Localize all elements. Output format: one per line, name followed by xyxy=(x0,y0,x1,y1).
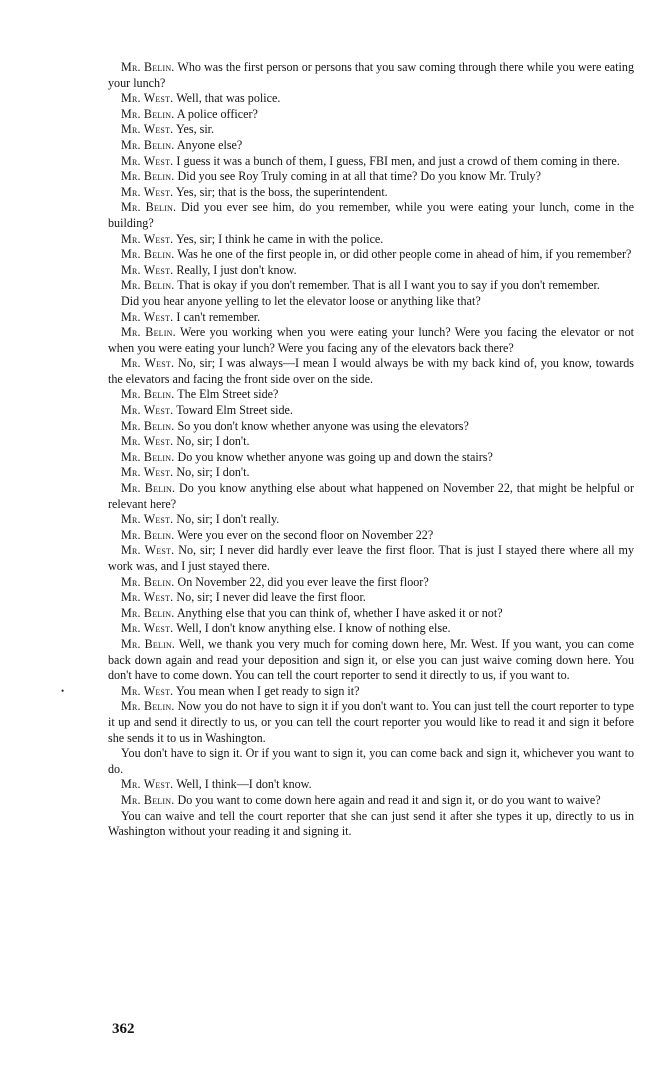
transcript-paragraph xyxy=(108,699,634,746)
paragraph-text: Yes, sir; I think he came in with the police. xyxy=(175,231,384,246)
paragraph-text: So you don't know whether anyone was using the elevators? xyxy=(177,418,469,433)
transcript-paragraph xyxy=(108,809,634,840)
paragraph-text: A police officer? xyxy=(176,106,258,121)
transcript-paragraph xyxy=(108,606,634,622)
paragraph-text: You don't have to sign it. Or if you want to sign it, you can come back and sign it, whichever you want to do. xyxy=(108,746,634,776)
paragraph-text: Do you know anything else about what happened on November 22, that might be helpful or relevant here? xyxy=(108,481,634,511)
transcript-paragraph xyxy=(108,621,634,637)
paragraph-text: I guess it was a bunch of them, I guess, FBI men, and just a crowd of them coming in there. xyxy=(176,153,620,168)
transcript-paragraph xyxy=(108,512,634,528)
paragraph-text: You can waive and tell the court reporter that she can just send it after she types it up, directly to us in Washington without your reading it and signing it. xyxy=(108,808,634,839)
paragraph-text: Do you know whether anyone was going up and down the stairs? xyxy=(177,449,493,464)
margin-dot: • xyxy=(61,686,65,696)
speaker-name: Mr. West. xyxy=(121,543,175,558)
speaker-name: Mr. Belin. xyxy=(121,699,175,714)
transcript-paragraph xyxy=(108,263,634,279)
speaker-name: Mr. West. xyxy=(121,356,175,371)
transcript-paragraph xyxy=(108,107,634,123)
speaker-name: Mr. West. xyxy=(121,590,174,605)
transcript-paragraph xyxy=(108,387,634,403)
speaker-name: Mr. West. xyxy=(121,309,174,324)
transcript-paragraph xyxy=(108,356,634,387)
speaker-name: Mr. West. xyxy=(121,184,174,199)
speaker-name: Mr. Belin. xyxy=(121,200,177,215)
transcript-paragraph xyxy=(108,450,634,466)
transcript-paragraph xyxy=(108,481,634,512)
speaker-name: Mr. Belin. xyxy=(121,278,175,293)
paragraph-text: Did you ever see him, do you remember, while you were eating your lunch, come in the building? xyxy=(108,200,634,230)
paragraph-text: On November 22, did you ever leave the first floor? xyxy=(177,574,429,589)
transcript-paragraph xyxy=(108,637,634,684)
speaker-name: Mr. Belin. xyxy=(121,605,175,620)
transcript-paragraph xyxy=(108,325,634,356)
transcript-paragraph xyxy=(108,575,634,591)
speaker-name: Mr. West. xyxy=(121,512,174,527)
speaker-name: Mr. West. xyxy=(121,465,174,480)
speaker-name: Mr. Belin. xyxy=(121,387,175,402)
speaker-name: Mr. Belin. xyxy=(121,792,175,807)
transcript-paragraph xyxy=(108,746,634,777)
paragraph-text: No, sir; I never did leave the first floor. xyxy=(176,590,366,605)
transcript-paragraph xyxy=(108,278,634,294)
transcript-body xyxy=(108,60,634,840)
paragraph-text: Well, we thank you very much for coming down here, Mr. West. If you want, you can come back down again and read your deposition and sign it, or else you can just waive coming down here. You don't have to come down. You can tell the court reporter to send it directly to us, if you want to. xyxy=(108,636,634,683)
transcript-paragraph xyxy=(108,528,634,544)
speaker-name: Mr. Belin. xyxy=(121,137,175,152)
paragraph-text: Now you do not have to sign it if you don't want to. You can just tell the court reporter to type it up and send it directly to us, or you can tell the court reporter you would like to read it and sign it before she sends it to us in Washington. xyxy=(108,699,634,745)
transcript-paragraph xyxy=(108,60,634,91)
transcript-paragraph xyxy=(108,465,634,481)
speaker-name: Mr. West. xyxy=(121,262,174,277)
speaker-name: Mr. West. xyxy=(121,231,174,246)
transcript-paragraph xyxy=(108,310,634,326)
transcript-paragraph xyxy=(108,684,634,700)
transcript-paragraph xyxy=(108,232,634,248)
paragraph-text: Do you want to come down here again and read it and sign it, or do you want to waive? xyxy=(177,792,601,807)
speaker-name: Mr. Belin. xyxy=(121,60,175,74)
transcript-paragraph xyxy=(108,122,634,138)
transcript-paragraph xyxy=(108,154,634,170)
speaker-name: Mr. Belin. xyxy=(121,169,175,184)
paragraph-text: Toward Elm Street side. xyxy=(176,403,293,418)
speaker-name: Mr. West. xyxy=(121,153,174,168)
paragraph-text: Who was the first person or persons that you saw coming through there while you were eating your lunch? xyxy=(108,60,634,90)
speaker-name: Mr. Belin. xyxy=(121,481,176,496)
paragraph-text: Really, I just don't know. xyxy=(176,262,297,277)
paragraph-text: No, sir; I don't. xyxy=(176,434,250,449)
paragraph-text: Yes, sir. xyxy=(175,122,215,137)
speaker-name: Mr. West. xyxy=(121,434,174,449)
speaker-name: Mr. Belin. xyxy=(121,247,175,262)
transcript-paragraph xyxy=(108,434,634,450)
speaker-name: Mr. West. xyxy=(121,621,174,636)
speaker-name: Mr. Belin. xyxy=(121,527,175,542)
paragraph-text: No, sir; I don't. xyxy=(176,465,250,480)
transcript-paragraph xyxy=(108,169,634,185)
paragraph-text: Were you ever on the second floor on November 22? xyxy=(177,527,434,542)
transcript-paragraph xyxy=(108,793,634,809)
paragraph-text: The Elm Street side? xyxy=(177,387,279,402)
transcript-paragraph xyxy=(108,294,634,310)
speaker-name: Mr. Belin. xyxy=(121,449,175,464)
transcript-paragraph xyxy=(108,419,634,435)
transcript-paragraph xyxy=(108,200,634,231)
transcript-paragraph xyxy=(108,138,634,154)
transcript-paragraph xyxy=(108,543,634,574)
paragraph-text: That is okay if you don't remember. That is all I want you to say if you don't remember. xyxy=(177,278,600,293)
paragraph-text: No, sir; I never did hardly ever leave the first floor. That is just I stayed there where all my work was, and I just stayed there. xyxy=(108,543,634,573)
transcript-paragraph xyxy=(108,91,634,107)
speaker-name: Mr. Belin. xyxy=(121,574,175,589)
paragraph-text: Were you working when you were eating your lunch? Were you facing the elevator or not when you were eating your lunch? Were you facing any of the elevators back there? xyxy=(108,325,635,355)
speaker-name: Mr. Belin. xyxy=(121,106,175,121)
paragraph-text: Did you see Roy Truly coming in at all that time? Do you know Mr. Truly? xyxy=(177,169,541,184)
paragraph-text: You mean when I get ready to sign it? xyxy=(175,683,360,698)
transcript-paragraph xyxy=(108,590,634,606)
transcript-paragraph xyxy=(108,185,634,201)
paragraph-text: Was he one of the first people in, or did other people come in ahead of him, if you remember? xyxy=(177,247,632,262)
paragraph-text: Well, I think—I don't know. xyxy=(176,777,312,792)
paragraph-text: Did you hear anyone yelling to let the elevator loose or anything like that? xyxy=(121,293,481,308)
speaker-name: Mr. West. xyxy=(121,91,174,106)
paragraph-text: Anything else that you can think of, whether I have asked it or not? xyxy=(176,605,503,620)
speaker-name: Mr. West. xyxy=(121,122,174,137)
speaker-name: Mr. Belin. xyxy=(121,418,175,433)
page-number: 362 xyxy=(112,1021,135,1037)
speaker-name: Mr. Belin. xyxy=(121,636,176,651)
paragraph-text: No, sir; I was always—I mean I would always be with my back kind of, you know, towards the elevators and facing the front side over on the side. xyxy=(108,356,634,386)
paragraph-text: Well, that was police. xyxy=(176,91,281,106)
transcript-paragraph xyxy=(108,777,634,793)
paragraph-text: I can't remember. xyxy=(176,309,261,324)
transcript-paragraph xyxy=(108,247,634,263)
speaker-name: Mr. West. xyxy=(121,777,174,792)
paragraph-text: Yes, sir; that is the boss, the superintendent. xyxy=(175,184,388,199)
paragraph-text: Anyone else? xyxy=(176,137,243,152)
speaker-name: Mr. West. xyxy=(121,683,174,698)
speaker-name: Mr. West. xyxy=(121,403,174,418)
paragraph-text: No, sir; I don't really. xyxy=(176,512,280,527)
transcript-paragraph xyxy=(108,403,634,419)
speaker-name: Mr. Belin. xyxy=(121,325,176,340)
paragraph-text: Well, I don't know anything else. I know of nothing else. xyxy=(176,621,451,636)
